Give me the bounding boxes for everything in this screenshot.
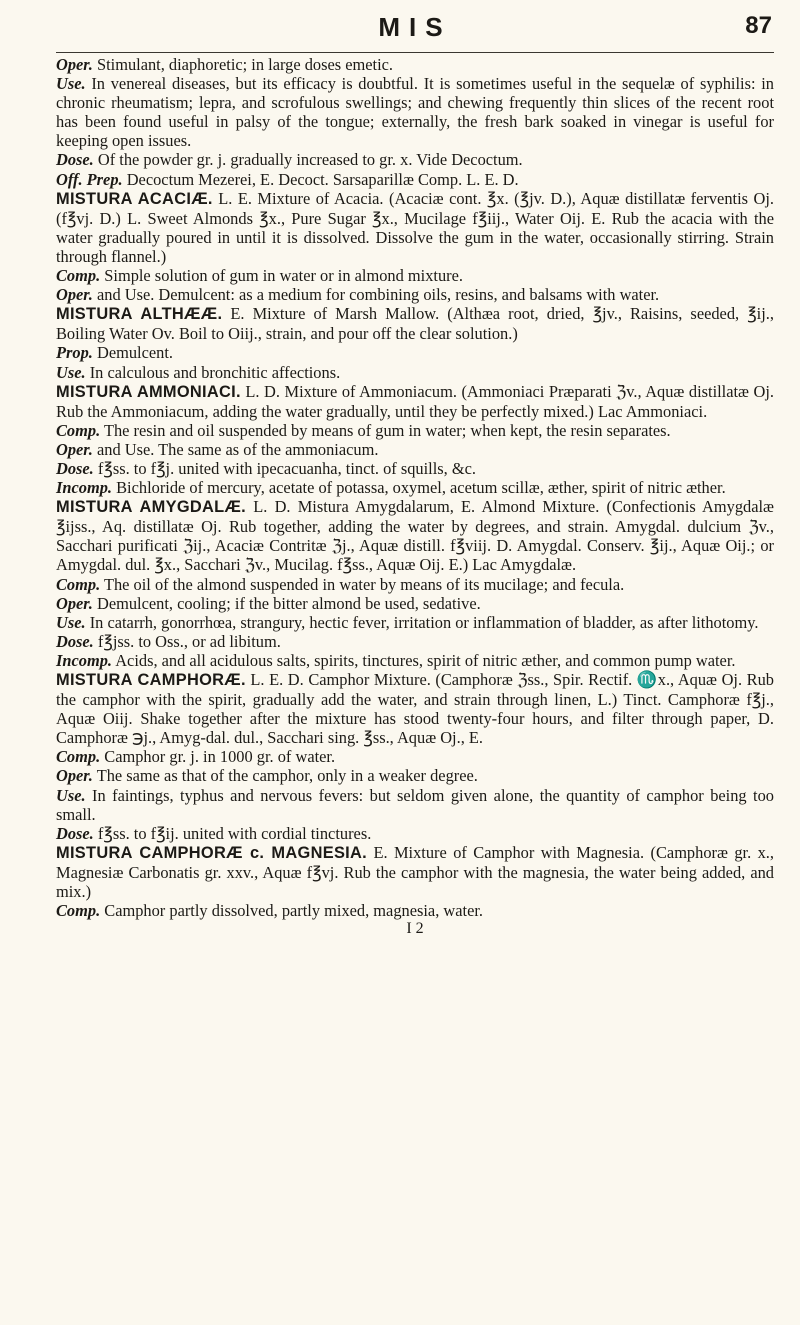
entry-text: Camphor partly dissolved, partly mixed, magnesia, water. — [100, 901, 483, 921]
entry-paragraph — [56, 74, 774, 150]
entry-heading: MISTURA AMMONIACI. — [56, 382, 241, 401]
page-title: MIS — [378, 12, 452, 42]
entry-heading: MISTURA ALTHÆÆ. — [56, 305, 223, 324]
entry-paragraph — [56, 575, 774, 594]
entry-paragraph — [56, 594, 774, 613]
entry-text: Bichloride of mercury, acetate of potassa, oxymel, acetum scillæ, æther, spirit of nitric æther. — [112, 478, 726, 498]
entry-label: Off. Prep. — [56, 169, 123, 189]
entry-text: In faintings, typhus and nervous fevers: but seldom given alone, the quantity of camphor being too small. — [56, 785, 774, 824]
entry-heading: MISTURA AMYGDALÆ. — [56, 498, 247, 517]
entry-label: Prop. — [56, 343, 93, 363]
entry-text: In catarrh, gonorrhœa, strangury, hectic fever, irritation or inflammation of bladder, as after lithotomy. — [85, 612, 759, 632]
entry-paragraph — [56, 170, 774, 189]
entry-label: Comp. — [56, 266, 101, 286]
entry-text: and Use. Demulcent: as a medium for combining oils, resins, and balsams with water. — [92, 285, 660, 305]
entry-label: Oper. — [56, 593, 93, 613]
entry-text: Demulcent. — [92, 343, 173, 363]
entry-heading-paragraph — [56, 843, 774, 901]
entry-paragraph — [56, 55, 774, 74]
entry-heading-paragraph — [56, 189, 774, 266]
entry-label: Dose. — [56, 823, 94, 843]
entry-text: The resin and oil suspended by means of gum in water; when kept, the resin separates. — [100, 420, 671, 440]
entry-text: L. E. Mixture of Acacia. (Acaciæ cont. ℥x. (℥jv. D.), Aquæ distillatæ ferventis Oj. (f℥vj. D.) L. Sweet Almonds ℥x., Pure Sugar ℥x., Mucilage f℥iij., Water Oij. E. Rub the acacia with the water gradually poured in until it is dissolved. Dissolve the gum in the water, occasionally stirring. Strain through flannel.) — [56, 188, 774, 266]
entry-text: Stimulant, diaphoretic; in large doses emetic. — [92, 55, 394, 74]
entry-paragraph — [56, 478, 774, 497]
entry-heading: MISTURA ACACIÆ. — [56, 189, 213, 208]
entry-paragraph — [56, 766, 774, 785]
entry-heading: MISTURA CAMPHORÆ c. MAGNESIA. — [56, 843, 368, 862]
entry-text: The oil of the almond suspended in water by means of its mucilage; and fecula. — [100, 574, 625, 594]
entry-text: The same as that of the camphor, only in a weaker degree. — [92, 766, 478, 786]
entry-label: Comp. — [56, 901, 101, 921]
entry-text: Acids, and all acidulous salts, spirits, tinctures, spirit of nitric æther, and common pump water. — [112, 650, 736, 670]
entry-text: L. D. Mixture of Ammoniacum. (Ammoniaci Præparati ℨv., Aquæ distillatæ Oj. Rub the Ammoniacum, adding the water gradually, until they be perfectly mixed.) Lac Ammoniaci. — [56, 381, 774, 421]
entry-heading-paragraph — [56, 670, 774, 747]
entry-paragraph — [56, 786, 774, 824]
entry-paragraph — [56, 150, 774, 169]
entry-label: Incomp. — [56, 650, 113, 670]
entry-label: Comp. — [56, 747, 101, 767]
entry-text: Demulcent, cooling; if the bitter almond be used, sedative. — [92, 593, 481, 613]
entry-label: Use. — [56, 785, 86, 805]
entry-text: Decoctum Mezerei, E. Decoct. Sarsaparillæ Comp. L. E. D. — [122, 169, 519, 189]
entry-text: f℥ss. to f℥j. united with ipecacuanha, tinct. of squills, &c. — [93, 458, 476, 478]
entry-label: Incomp. — [56, 478, 113, 498]
entry-heading-paragraph — [56, 382, 774, 421]
entry-heading-paragraph — [56, 497, 774, 574]
signature-mark: I 2 — [406, 920, 424, 938]
entry-label: Use. — [56, 362, 86, 382]
entry-paragraph — [56, 285, 774, 304]
entry-label: Comp. — [56, 420, 101, 440]
entry-label: Use. — [56, 74, 86, 94]
entry-heading-paragraph — [56, 304, 774, 343]
entry-label: Oper. — [56, 55, 93, 74]
entry-text: In venereal diseases, but its efficacy is doubtful. It is sometimes useful in the sequelæ of syphilis: in chronic rheumatism; lepra, and scrofulous swellings; and chewing frequently thin slices of the recent root has been found useful in palsy of the tongue; externally, the fresh bark soaked in vinegar is useful for keeping open issues. — [56, 74, 774, 151]
entry-text: f℥ss. to f℥ij. united with cordial tinctures. — [93, 823, 372, 843]
entry-label: Dose. — [56, 631, 94, 651]
entry-text: L. D. Mistura Amygdalarum, E. Almond Mixture. (Confectionis Amygdalæ ℥ijss., Aq. distillatæ Oj. Rub together, adding the water by degrees, and strain. Amygdal. dulcium ℨv., Sacchari purificati ℨij., Acaciæ Contritæ ℨj., Aquæ distill. f℥viij. D. Amygdal. Conserv. ℥ij., Aquæ Oij.; or Amygdal. dul. ℥x., Sacchari ℨv., Mucilag. f℥ss., Aquæ Oij. E.) Lac Amygdalæ. — [56, 497, 774, 575]
entry-paragraph — [56, 651, 774, 670]
entry-label: Comp. — [56, 574, 101, 594]
entry-paragraph — [56, 824, 774, 843]
entry-label: Oper. — [56, 766, 93, 786]
entry-paragraph — [56, 901, 774, 920]
entry-text: and Use. The same as of the ammoniacum. — [92, 439, 379, 459]
entry-text: Simple solution of gum in water or in almond mixture. — [100, 266, 463, 286]
text-body — [56, 55, 774, 920]
entry-paragraph — [56, 343, 774, 362]
entry-text: f℥jss. to Oss., or ad libitum. — [93, 631, 281, 651]
entry-paragraph — [56, 421, 774, 440]
entry-text: Of the powder gr. j. gradually increased to gr. x. Vide Decoctum. — [93, 150, 523, 170]
entry-label: Oper. — [56, 439, 93, 459]
entry-text: E. Mixture of Camphor with Magnesia. (Camphoræ gr. x., Magnesiæ Carbonatis gr. xxv., Aquæ f℥vj. Rub the camphor with the magnesia, the water being added, and mix.) — [56, 842, 774, 902]
entry-paragraph — [56, 266, 774, 285]
entry-text: In calculous and bronchitic affections. — [85, 362, 341, 382]
entry-text: Camphor gr. j. in 1000 gr. of water. — [100, 747, 336, 767]
entry-text: L. E. D. Camphor Mixture. (Camphoræ ℨss., Spir. Rectif. ♏x., Aquæ Oj. Rub the camphor with the spirit, gradually add the water, and strain through linen, L.) Tinct. Camphoræ f℥j., Aquæ Oiij. Shake together after the mixture has stood twenty-four hours, and filter through paper, D. Camphoræ ℈j., Amyg-dal. dul., Sacchari sing. ℥ss., Aquæ Oj., E. — [56, 670, 774, 748]
page-number: 87 — [745, 12, 772, 39]
entry-heading: MISTURA CAMPHORÆ. — [56, 671, 246, 689]
entry-label: Dose. — [56, 458, 94, 478]
entry-label: Use. — [56, 612, 86, 632]
entry-label: Dose. — [56, 150, 94, 170]
entry-text: E. Mixture of Marsh Mallow. (Althæa root, dried, ℥jv., Raisins, seeded, ℥ij., Boiling Water Ov. Boil to Oiij., strain, and pour off the clear solution.) — [56, 304, 774, 344]
entry-label: Oper. — [56, 285, 93, 305]
entry-paragraph — [56, 459, 774, 478]
entry-paragraph — [56, 363, 774, 382]
entry-paragraph — [56, 747, 774, 766]
entry-paragraph — [56, 440, 774, 459]
running-head — [56, 8, 774, 53]
entry-paragraph — [56, 632, 774, 651]
entry-paragraph — [56, 613, 774, 632]
